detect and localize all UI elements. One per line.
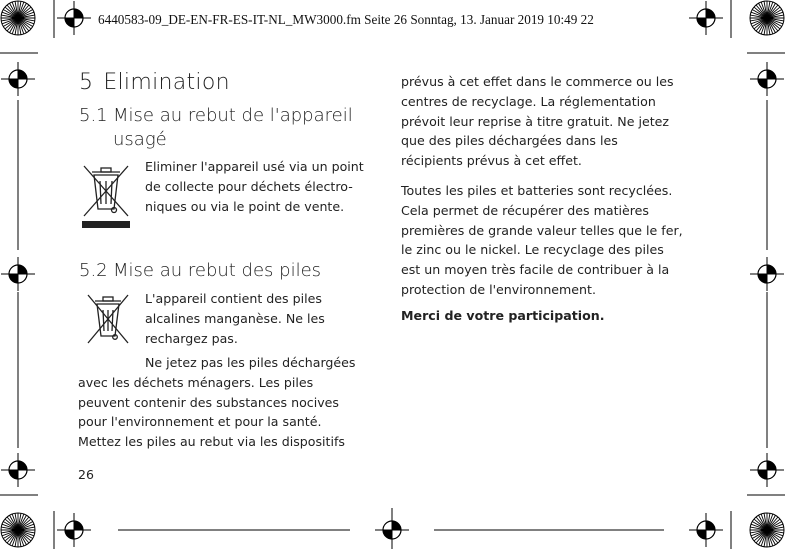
text-line: pour l'environnement et pour la santé. bbox=[78, 414, 322, 430]
registration-crosshair-icon bbox=[57, 1, 91, 35]
text-line: Eliminer l'appareil usé via un point bbox=[145, 159, 364, 174]
registration-starburst-icon bbox=[1, 1, 35, 35]
paragraph bbox=[401, 72, 707, 171]
text-line: niques ou via le point de vente. bbox=[145, 198, 345, 214]
right-column bbox=[401, 72, 707, 332]
text-line: le zinc ou le nickel. Le recyclage des piles bbox=[401, 242, 664, 258]
text-line: récipients prévus à cet effet. bbox=[401, 153, 582, 169]
text-line: prévus à cet effet dans le commerce ou les bbox=[401, 74, 674, 89]
chapter-heading bbox=[79, 70, 230, 95]
text-line: Ne jetez pas les piles déchargées bbox=[145, 355, 356, 370]
registration-starburst-icon bbox=[750, 1, 784, 35]
text-line: alcalines manganèse. Ne les bbox=[145, 310, 325, 326]
text-line: Cela permet de récupérer des matières bbox=[401, 202, 649, 218]
section-5-2-body bbox=[78, 353, 398, 452]
text-line: rechargez pas. bbox=[145, 330, 238, 346]
text-line: prévoit leur reprise à titre gratuit. Ne jetez bbox=[401, 113, 669, 129]
chapter-title: Elimination bbox=[103, 70, 230, 95]
text-line: L'appareil contient des piles bbox=[145, 291, 322, 306]
registration-crosshair-icon bbox=[750, 453, 784, 487]
chapter-number: 5 bbox=[79, 70, 94, 95]
text-line: Toutes les piles et batteries sont recyclées. bbox=[401, 182, 673, 198]
text-line: de collecte pour déchets électro- bbox=[145, 178, 353, 194]
text-line: peuvent contenir des substances nocives bbox=[78, 394, 339, 410]
registration-crosshair-icon bbox=[1, 62, 35, 96]
section-number: 5.2 bbox=[79, 260, 108, 281]
page-number: 26 bbox=[78, 467, 94, 482]
text-line: est un moyen très facile de contribuer à la bbox=[401, 262, 670, 278]
text-line: Mettez les piles au rebut via les dispositifs bbox=[78, 434, 345, 450]
registration-crosshair-icon bbox=[1, 257, 35, 291]
text-line: premières de grande valeur telles que le fer, bbox=[401, 222, 683, 238]
registration-starburst-icon bbox=[750, 513, 784, 547]
text-line: protection de l'environnement. bbox=[401, 281, 596, 297]
text-line: que des piles déchargées dans les bbox=[401, 133, 618, 149]
print-header: 6440583-09_DE-EN-FR-ES-IT-NL_MW3000.fm Seite 26 Sonntag, 13. Januar 2019 10:49 22 bbox=[98, 12, 594, 27]
section-title: Mise au rebut de l'appareil bbox=[113, 105, 353, 126]
text-line: centres de recyclage. La réglementation bbox=[401, 93, 656, 109]
section-number: 5.1 bbox=[79, 105, 108, 126]
registration-crosshair-icon bbox=[750, 62, 784, 96]
weee-bin-icon bbox=[80, 162, 132, 234]
thanks-note: Merci de votre participation. bbox=[401, 307, 605, 323]
text-line: avec les déchets ménagers. Les piles bbox=[78, 374, 314, 390]
registration-crosshair-icon bbox=[57, 513, 91, 547]
section-5-2-intro bbox=[145, 289, 390, 348]
section-title-cont: usagé bbox=[113, 129, 167, 150]
section-5-1-text bbox=[145, 157, 390, 216]
section-title: Mise au rebut des piles bbox=[113, 260, 322, 281]
section-5-2-heading bbox=[79, 259, 389, 283]
registration-crosshair-icon bbox=[750, 257, 784, 291]
registration-starburst-icon bbox=[1, 513, 35, 547]
battery-bin-icon bbox=[85, 292, 131, 352]
paragraph bbox=[401, 181, 707, 300]
registration-crosshair-icon bbox=[1, 453, 35, 487]
registration-crosshair-icon bbox=[689, 513, 723, 547]
section-5-1-heading bbox=[79, 104, 389, 152]
